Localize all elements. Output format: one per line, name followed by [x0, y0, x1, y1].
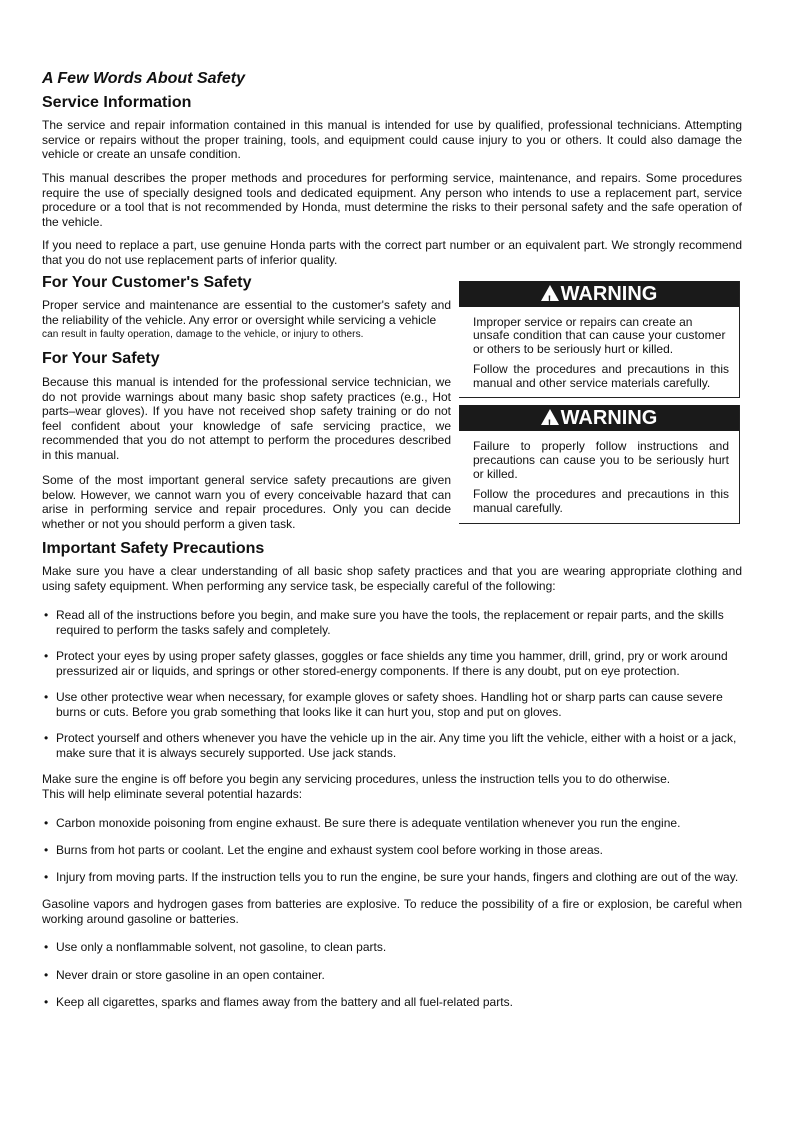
list-item: • Burns from hot parts or coolant. Let the engine and exhaust system cool before working in those areas. — [44, 843, 603, 857]
customer-safety-text-small: can result in faulty operation, damage to the vehicle, or injury to others. — [42, 329, 364, 340]
list-item: • Injury from moving parts. If the instruction tells you to run the engine, be sure your hands, fingers and clothing are out of the way. — [44, 870, 739, 884]
warning-banner-1 — [459, 281, 739, 307]
warning-1-line2: unsafe condition that can cause your customer — [473, 328, 726, 342]
list-item: • Carbon monoxide poisoning from engine exhaust. Be sure there is adequate ventilation whenever you run the engine. — [44, 816, 681, 830]
list-item: • Protect yourself and others whenever you have the vehicle up in the air. Any time you lift the vehicle, either with a hoist or a jack, make sure that it is always securely supported. Use jack stands. — [44, 731, 737, 760]
warning-2-p1: Failure to properly follow instructions and precautions can cause you to be seriously hurt or killed. — [473, 439, 729, 481]
warning-box-2 — [459, 405, 740, 524]
list-item: • Protect your eyes by using proper safety glasses, goggles or face shields any time you hammer, drill, grind, pry or work around pressurized air or liquids, and springs or other stored-energy components. If there is any doubt, put on eye protection. — [44, 649, 728, 678]
service-info-heading: Service Information — [42, 94, 192, 111]
warning-2-p2: Follow the procedures and precautions in this manual carefully. — [473, 487, 729, 515]
list-item: • Keep all cigarettes, sparks and flames away from the battery and all fuel-related parts. — [44, 995, 513, 1009]
warning-label-2: WARNING — [560, 407, 658, 429]
customer-safety-heading: For Your Customer's Safety — [42, 274, 252, 291]
service-info-p2: This manual describes the proper methods and procedures for performing service, maintenance, and repairs. Some procedures require the use of specially designed tools and dedicated equipment. Any person who intends to use a replacement part, service procedure or a tool that is not recommended by Honda, must determine the risks to their personal safety and the safe operation of the vehicle. — [42, 171, 742, 229]
warning-label-1: WARNING — [560, 283, 658, 305]
your-safety-p2: Some of the most important general service safety precautions are given below. However, we cannot warn you of every conceivable hazard that can arise in performing service and repair procedures. Only you can decide whether or not you should perform a given task. — [42, 473, 451, 531]
precautions-heading: Important Safety Precautions — [42, 540, 265, 557]
your-safety-heading: For Your Safety — [42, 350, 160, 367]
page-title: A Few Words About Safety — [42, 70, 245, 87]
list-item: • Never drain or store gasoline in an open container. — [44, 968, 325, 982]
list-item: • Use other protective wear when necessary, for example gloves or safety shoes. Handling hot or sharp parts can cause severe burns or cuts. Before you grab something that looks like it can hurt you, stop and put on gloves. — [44, 690, 723, 719]
warning-1-p2: Follow the procedures and precautions in this manual and other service materials carefully. — [473, 362, 729, 390]
service-info-p3: If you need to replace a part, use genuine Honda parts with the correct part number or an equivalent part. We strongly recommend that you do not use replacement parts of inferior quality. — [42, 238, 742, 267]
precautions-intro: Make sure you have a clear understanding of all basic shop safety practices and that you are wearing appropriate clothing and using safety equipment. When performing any service task, be especially careful of the following: — [42, 564, 742, 593]
warning-1-line1: Improper service or repairs can create an — [473, 315, 693, 329]
warning-1-line3: or others to be seriously hurt or killed. — [473, 342, 674, 356]
customer-safety-text: Proper service and maintenance are essential to the customer's safety and the reliability of the vehicle. Any error or oversight while servicing a vehicle — [42, 298, 451, 327]
warning-triangle-icon — [541, 285, 559, 301]
warning-banner-2 — [459, 405, 739, 431]
list-item: • Use only a nonflammable solvent, not gasoline, to clean parts. — [44, 940, 387, 954]
service-info-p1: The service and repair information contained in this manual is intended for use by qualified, professional technicians. Attempting service or repairs without the proper training, tools, and equipment could cause injury to you or others. It could also damage the vehicle or create an unsafe condition. — [42, 118, 742, 162]
gasoline-text: Gasoline vapors and hydrogen gases from batteries are explosive. To reduce the possibility of a fire or explosion, be careful when working around gasoline or batteries. — [42, 897, 742, 926]
engine-off-text: Make sure the engine is off before you begin any servicing procedures, unless the instruction tells you to do otherwise. This will help eliminate several potential hazards: — [42, 772, 671, 801]
list-item: • Read all of the instructions before you begin, and make sure you have the tools, the replacement or repair parts, and the skills required to perform the tasks safely and completely. — [44, 608, 724, 637]
warning-box-1 — [459, 281, 740, 398]
warning-triangle-icon — [541, 409, 559, 425]
your-safety-p1: Because this manual is intended for the professional service technician, we do not provide warnings about many basic shop safety practices (e.g., Hot parts–wear gloves). If you have not received shop safety training or do not feel confident about your knowledge of safe servicing practice, we recommended that you do not attempt to perform the procedures described in this manual. — [42, 375, 451, 462]
